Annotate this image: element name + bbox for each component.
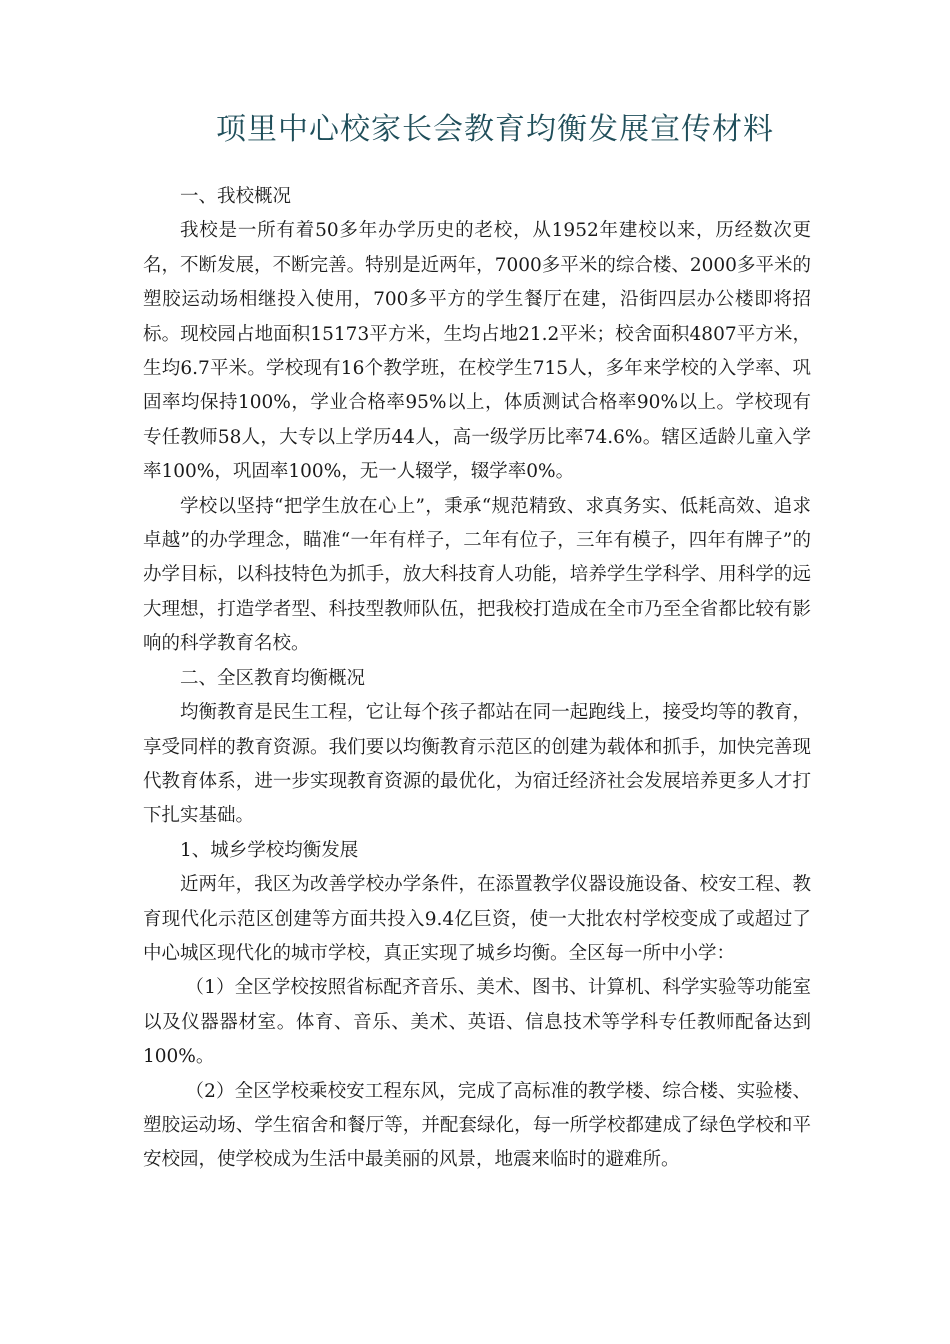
subsection-heading: 1、城乡学校均衡发展 — [180, 839, 359, 861]
paragraph: 学校以坚持“把学生放在心上”，秉承“规范精致、求真务实、低耗高效、追求卓越”的办学理念，瞄准“一年有样子，二年有位子，三年有模子，四年有牌子”的办学目标，以科技特色为抓手，放大科技育人功能，培养学生学科学、用科学的远大理想，打造学者型、科技型教师队伍，把我校打造成在全市乃至全省都比较有影响的科学教育名校。 — [143, 495, 811, 655]
document-title: 项里中心校家长会教育均衡发展宣传材料 — [216, 112, 774, 147]
document-body — [143, 180, 811, 1178]
section-heading: 二、全区教育均衡概况 — [180, 667, 366, 689]
section-heading: 一、我校概况 — [180, 186, 292, 207]
list-item: （2）全区学校乘校安工程东风，完成了高标准的教学楼、综合楼、实验楼、塑胶运动场、学生宿舍和餐厅等，并配套绿化，每一所学校都建成了绿色学校和平安校园，使学校成为生活中最美丽的风景，地震来临时的避难所。 — [143, 1080, 811, 1171]
paragraph: 均衡教育是民生工程，它让每个孩子都站在同一起跑线上，接受均等的教育，享受同样的教育资源。我们要以均衡教育示范区的创建为载体和抓手，加快完善现代教育体系，进一步实现教育资源的最优化，为宿迁经济社会发展培养更多人才打下扎实基础。 — [143, 702, 811, 827]
paragraph: 近两年，我区为改善学校办学条件，在添置教学仪器设施设备、校安工程、教育现代化示范区创建等方面共投入9.4亿巨资，使一大批农村学校变成了或超过了中心城区现代化的城市学校，真正实现了城乡均衡。全区每一所中小学： — [143, 874, 811, 964]
list-item: （1）全区学校按照省标配齐音乐、美术、图书、计算机、科学实验等功能室以及仪器器材室。体育、音乐、美术、英语、信息技术等学科专任教师配备达到100%。 — [143, 977, 811, 1068]
paragraph: 我校是一所有着50多年办学历史的老校，从1952年建校以来，历经数次更名，不断发展，不断完善。特别是近两年，7000多平米的综合楼、2000多平米的塑胶运动场相继投入使用，700多平方的学生餐厅在建，沿街四层办公楼即将招标。现校园占地面积15173平方米，生均占地21.2平米；校舍面积4807平方米，生均6.7平米。学校现有16个教学班，在校学生715人，多年来学校的入学率、巩固率均保持100%，学业合格率95%以上，体质测试合格率90%以上。学校现有专任教师58人，大专以上学历44人，高一级学历比率74.6%。辖区适龄儿童入学率100%，巩固率100%，无一人辍学，辍学率0%。 — [143, 220, 811, 483]
